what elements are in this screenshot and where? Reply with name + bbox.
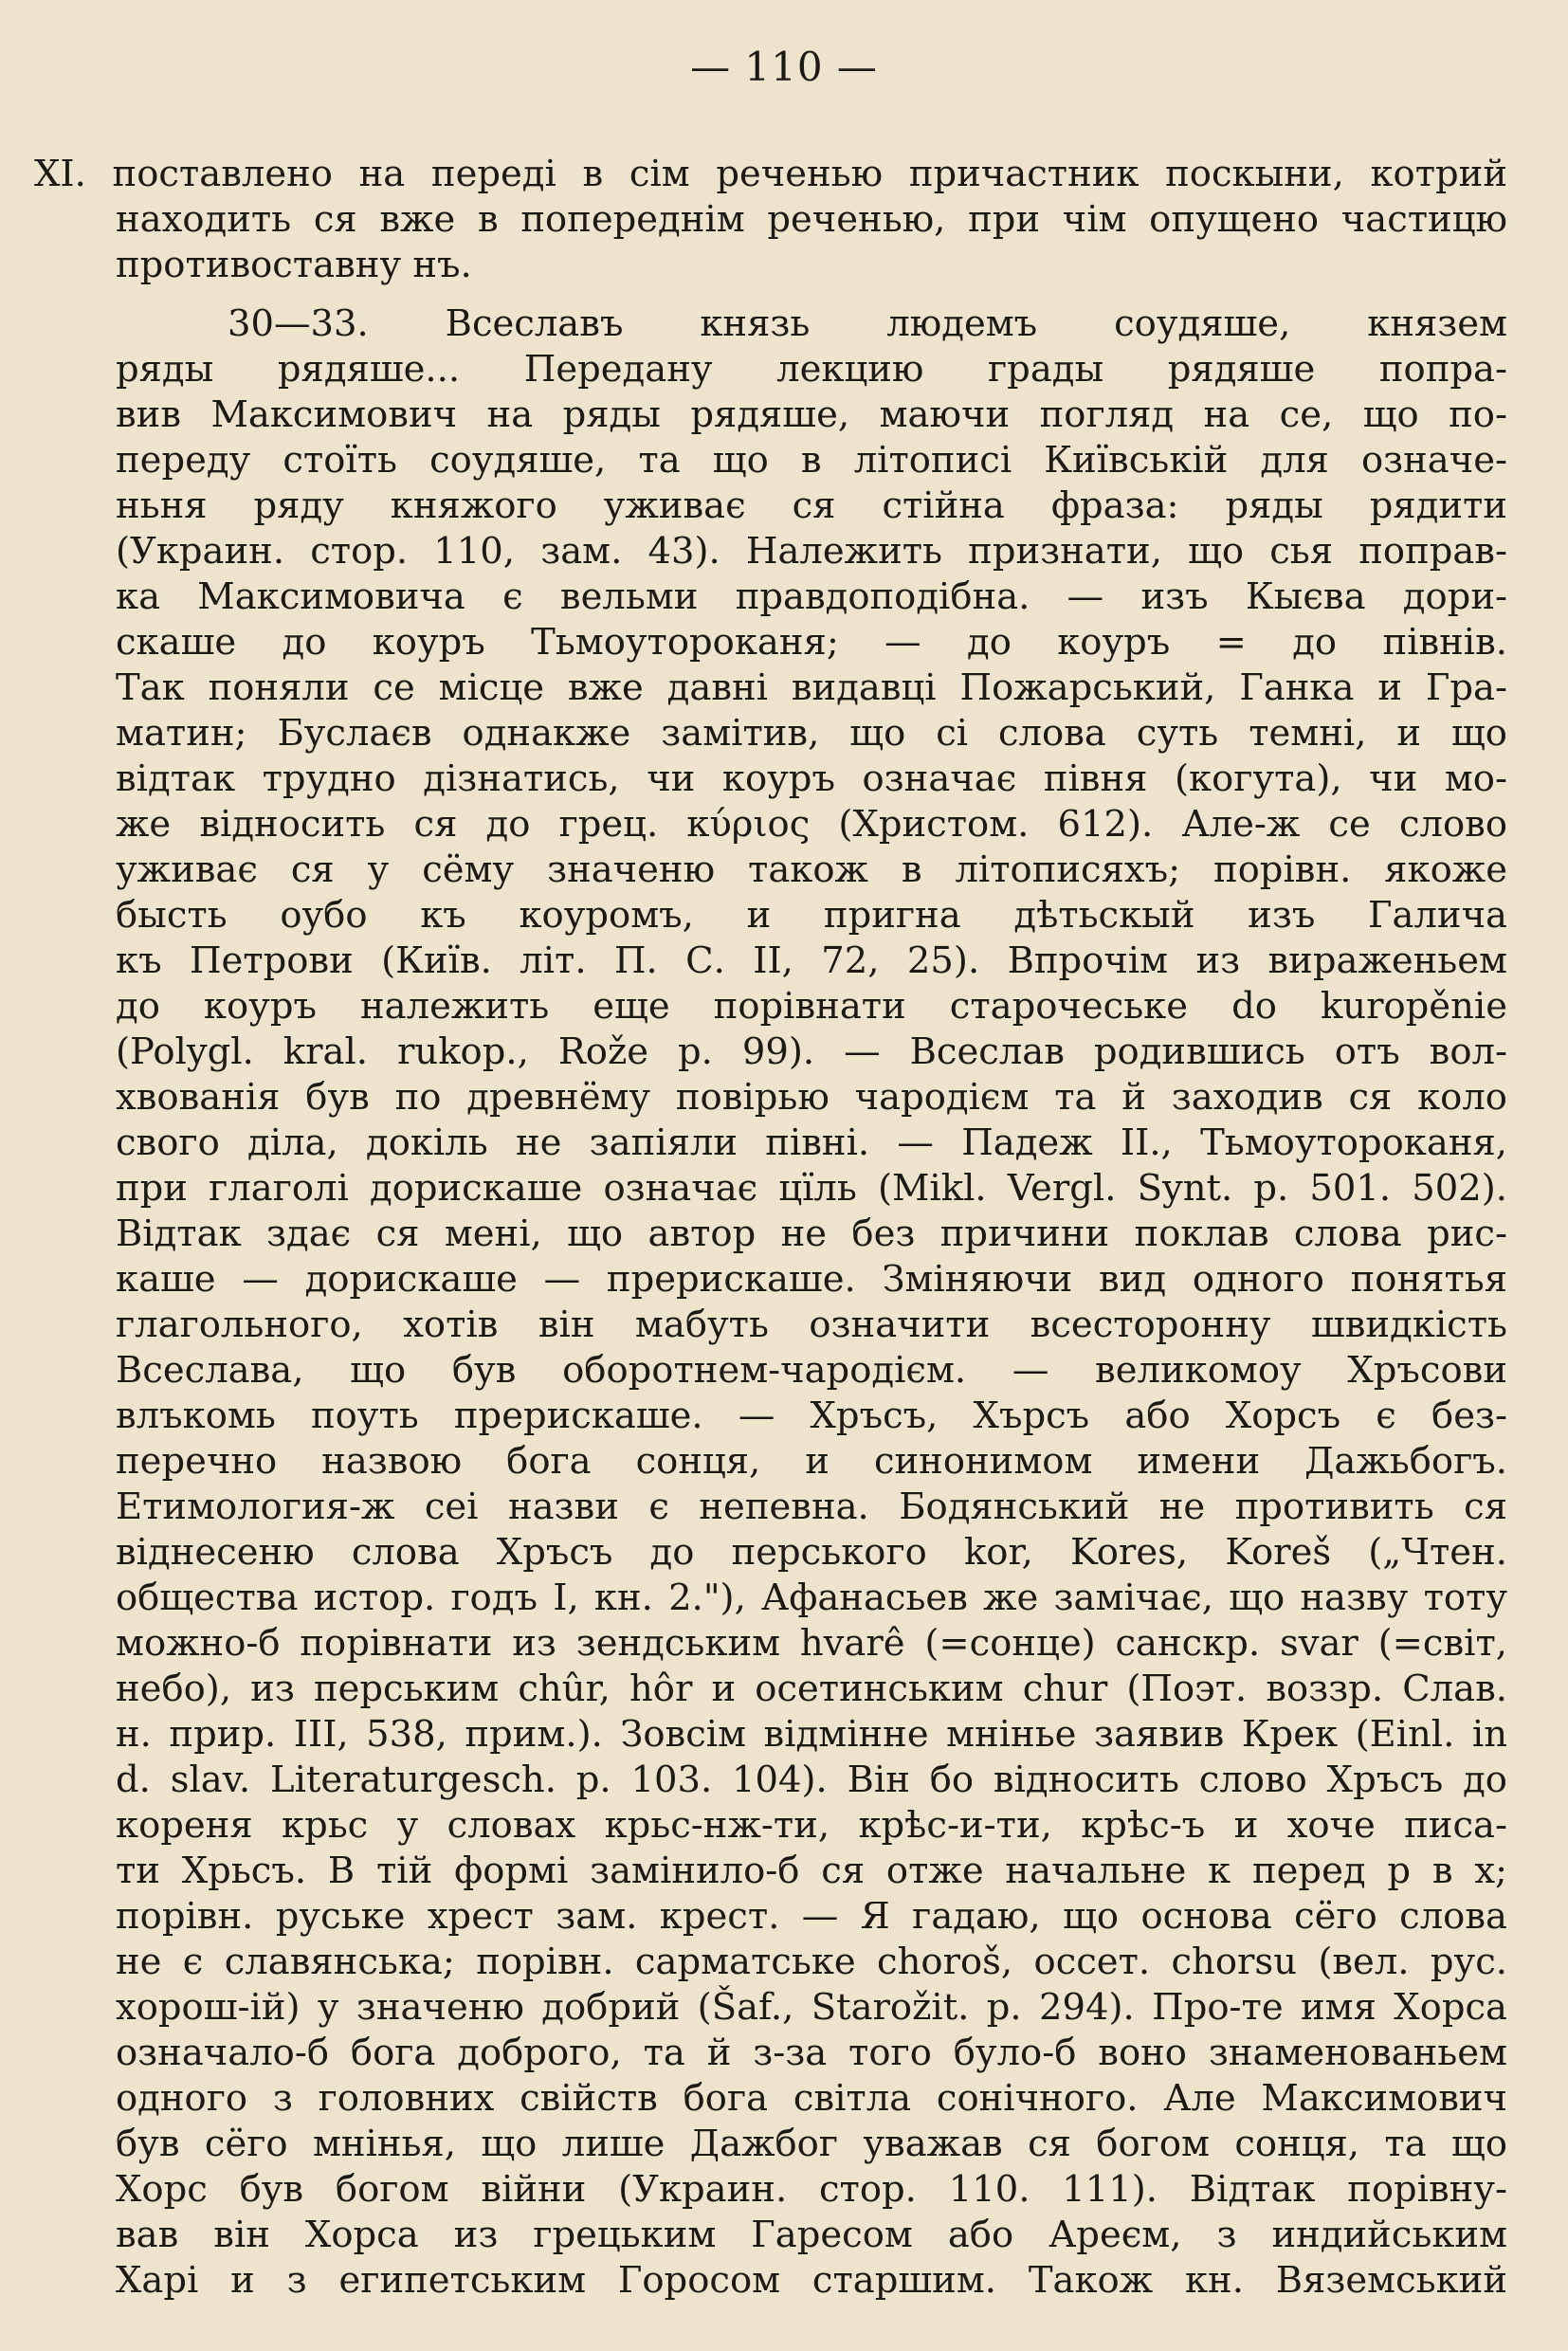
text-line: кореня крьс у словах крьс-нж-ти, крѣс-и-ти, крѣс-ъ и хоче писа-: [116, 1804, 1507, 1847]
text-line: хвованія був по древнёму повірью чародієм та й заходив ся коло: [116, 1076, 1507, 1119]
text-line: (Украин. стор. 110, зам. 43). Належить признати, що сья поправ-: [116, 530, 1507, 573]
text-line: відтак трудно дізнатись, чи коуръ означає півня (когута), чи мо-: [116, 757, 1507, 800]
text-line: означало-б бога доброго, та й з-за того було-б воно знаменованьем: [116, 2032, 1507, 2074]
text-line: перечно назвою бога сонця, и синонимом имени Дажьбогъ.: [116, 1440, 1507, 1483]
text-line: къ Петрови (Київ. літ. П. С. II, 72, 25). Впрочім из вираженьем: [116, 939, 1507, 982]
text-line: скаше до коуръ Тьмоутороканя; — до коуръ = до півнів.: [116, 621, 1507, 664]
text-line: переду стоїть соудяше, та що в літописі Київській для означе-: [116, 439, 1507, 482]
text-line: находить ся вже в попереднім реченью, при чім опущено частицю: [116, 198, 1507, 241]
text-line: бысть оубо къ коуромъ, и пригна дѣтьскый изъ Галича: [116, 894, 1507, 937]
text-line: ти Хрьсъ. В тій формі замінило-б ся отже начальне к перед р в х;: [116, 1850, 1507, 1892]
text-line: 30—33. Всеславъ князь людемъ соудяше, князем: [228, 302, 1507, 345]
text-line: ряды рядяше... Передану лекцию грады рядяше попра-: [116, 348, 1507, 391]
text-line: общества истор. годъ I, кн. 2."), Афанасьев же замічає, що назву тоту: [116, 1576, 1507, 1619]
text-line: влъкомь поуть прерискаше. — Хръсъ, Хърсъ або Хорсъ є без-: [116, 1394, 1507, 1437]
text-line: Так поняли се місце вже давні видавці Пожарський, Ганка и Гра-: [116, 666, 1507, 709]
text-line: Етимология-ж сеі назви є непевна. Бодянський не противить ся: [116, 1485, 1507, 1528]
text-line: d. slav. Literaturgesch. p. 103. 104). Він бо відносить слово Хръсъ до: [116, 1759, 1507, 1801]
text-line: Хорс був богом війни (Украин. стор. 110. 111). Відтак порівну-: [116, 2168, 1507, 2211]
text-line: каше — дорискаше — прерискаше. Зміняючи вид одного понятья: [116, 1258, 1507, 1301]
text-line: противоставну нъ.: [116, 244, 472, 286]
text-line: (Polygl. kral. rukop., Rože p. 99). — Всеслав родившись отъ вол-: [116, 1030, 1507, 1073]
text-line: вав він Хорса из грецьким Гаресом або Ареєм, з индийським: [116, 2214, 1507, 2256]
text-line: порівн. руське хрест зам. крест. — Я гадаю, що основа сёго слова: [116, 1895, 1507, 1938]
text-line: ньня ряду княжого уживає ся стійна фраза: ряды рядити: [116, 484, 1507, 527]
text-line: не є славянська; порівн. сарматське choroš, оссет. chorsu (вел. рус.: [116, 1941, 1507, 1983]
text-line: же відносить ся до грец. κύριος (Христом. 612). Але-ж се слово: [116, 803, 1507, 846]
text-line: при глаголі дорискаше означає цїль (Mikl. Vergl. Synt. p. 501. 502).: [116, 1167, 1507, 1210]
page-number: — 110 —: [690, 44, 878, 90]
text-line: Відтак здає ся мені, що автор не без причини поклав слова рис-: [116, 1212, 1507, 1255]
text-line: XI. поставлено на переді в сім реченью причастник поскыни, котрий: [34, 153, 1507, 195]
text-line: уживає ся у сёму значеню також в літописяхъ; порівн. якоже: [116, 848, 1507, 891]
text-line: хорош-ій) у значеню добрий (Šaf., Starožit. p. 294). Про-те имя Хорса: [116, 1986, 1507, 2029]
text-line: матин; Буслаєв однакже замітив, що сі слова суть темні, и що: [116, 712, 1507, 755]
text-line: ка Максимовича є вельми правдоподібна. — изъ Кыєва дори-: [116, 575, 1507, 618]
text-line: свого діла, докіль не запіяли півні. — Падеж II., Тьмоутороканя,: [116, 1121, 1507, 1164]
text-line: був сёго мнінья, що лише Дажбог уважав ся богом сонця, та що: [116, 2123, 1507, 2165]
text-line: глагольного, хотів він мабуть означити всесторонну швидкість: [116, 1303, 1507, 1346]
text-line: до коуръ належить еще порівнати старочеське do kuropěnie: [116, 985, 1507, 1028]
text-line: одного з головних свійств бога світла сонічного. Але Максимович: [116, 2077, 1507, 2120]
text-line: віднесеню слова Хръсъ до перського kor, Kores, Koreš („Чтен.: [116, 1531, 1507, 1574]
text-line: можно-б порівнати из зендським hvarê (=сонце) санскр. svar (=світ,: [116, 1622, 1507, 1665]
text-line: вив Максимович на ряды рядяше, маючи погляд на се, що по-: [116, 393, 1507, 436]
text-line: Харі и з египетським Горосом старшим. Також кн. Вяземський: [116, 2259, 1507, 2302]
text-line: н. прир. III, 538, прим.). Зовсім відмінне мнінье заявив Крек (Einl. in: [116, 1713, 1507, 1756]
text-line: небо), из перським chûr, hôr и осетинським chur (Поэт. воззр. Слав.: [116, 1668, 1507, 1710]
text-line: Всеслава, що був оборотнем-чародієм. — великомоу Хръсови: [116, 1349, 1507, 1392]
